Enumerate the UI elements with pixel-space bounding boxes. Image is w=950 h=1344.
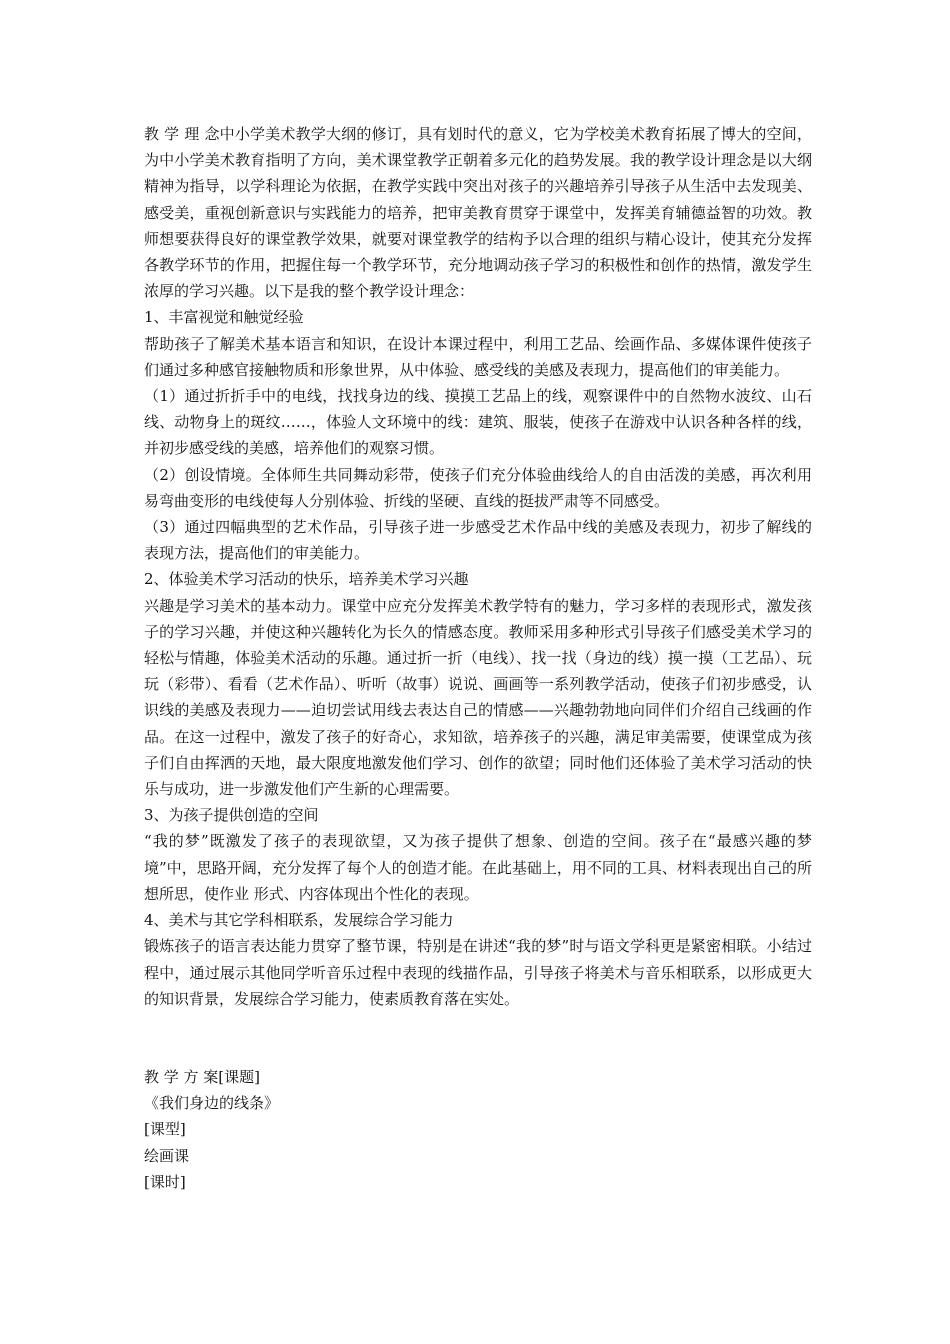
section-3-heading: 3、为孩子提供创造的空间 [144, 806, 319, 825]
document-page [144, 121, 812, 1195]
section-1-item-1: （1）通过折折手中的电线，找找身边的线、摸摸工艺品上的线，观察课件中的自然物水波纹、山石线、动物身上的斑纹……，体验人文环境中的线：建筑、服装，使孩子在游戏中认识各种各样的线，并初步感受线的美感，培养他们的观察习惯。 [144, 387, 812, 458]
plan-topic: 《我们身边的线条》 [144, 1094, 280, 1113]
section-1-item-2: （2）创设情境。全体师生共同舞动彩带，使孩子们充分体验曲线给人的自由活泼的美感，再次利用易弯曲变形的电线使每人分别体验、折线的坚硬、直线的挺拔严肃等不同感受。 [144, 465, 812, 510]
spacer [144, 1012, 812, 1064]
section-3-body: “我的梦”既激发了孩子的表现欲望，又为孩子提供了想象、创造的空间。孩子在“最感兴趣的梦境”中，思路开阔，充分发挥了每个人的创造才能。在此基础上，用不同的工具、材料表现出自己的所想所思，使作业 形式、内容体现出个性化的表现。 [144, 832, 812, 903]
section-1-body: 帮助孩子了解美术基本语言和知识，在设计本课过程中，利用工艺品、绘画作品、多媒体课件使孩子们通过多种感官接触物质和形象世界，从中体验、感受线的美感及表现力，提高他们的审美能力。 [144, 334, 812, 379]
section-2-heading: 2、体验美术学习活动的快乐，培养美术学习兴趣 [144, 570, 469, 589]
intro-paragraph: 教 学 理 念中小学美术教学大纲的修订，具有划时代的意义，它为学校美术教育拓展了博大的空间，为中小学美术教育指明了方向，美术课堂教学正朝着多元化的趋势发展。我的教学设计理念是以大纲精神为指导，以学科理论为依据，在教学实践中突出对孩子的兴趣培养引导孩子从生活中去发现美、感受美，重视创新意识与实践能力的培养，把审美教育贯穿于课堂中，发挥美育辅德益智的功效。教师想要获得良好的课堂教学效果，就要对课堂教学的结构予以合理的组织与精心设计，使其充分发挥各教学环节的作用，把握住每一个教学环节，充分地调动孩子学习的积极性和创作的热情，激发学生浓厚的学习兴趣。以下是我的整个教学设计理念： [144, 125, 812, 301]
lesson-plan [144, 1064, 812, 1195]
section-4-heading: 4、美术与其它学科相联系，发展综合学习能力 [144, 911, 454, 930]
plan-type-value: 绘画课 [144, 1146, 190, 1165]
plan-hours-label: [课时] [144, 1172, 186, 1191]
section-1-heading: 1、丰富视觉和触觉经验 [144, 308, 304, 327]
plan-type-label: [课型] [144, 1120, 186, 1139]
section-2-body: 兴趣是学习美术的基本动力。课堂中应充分发挥美术教学特有的魅力，学习多样的表现形式，激发孩子的学习兴趣，并使这种兴趣转化为长久的情感态度。教师采用多种形式引导孩子们感受美术学习的轻松与情趣，体验美术活动的乐趣。通过折一折（电线）、找一找（身边的线）摸一摸（工艺品）、玩玩（彩带）、看看（艺术作品）、听听（故事）说说、画画等一系列教学活动，使孩子们初步感受，认识线的美感及表现力——迫切尝试用线去表达自己的情感——兴趣勃勃地向同伴们介绍自己线画的作品。在这一过程中，激发了孩子的好奇心，求知欲，培养孩子的兴趣，满足审美需要，使课堂成为孩子们自由挥洒的天地，最大限度地激发他们学习、创作的欲望；同时他们还体验了美术学习活动的快乐与成功，进一步激发他们产生新的心理需要。 [144, 596, 812, 799]
section-1-item-3: （3）通过四幅典型的艺术作品，引导孩子进一步感受艺术作品中线的美感及表现力，初步了解线的表现方法，提高他们的审美能力。 [144, 518, 812, 563]
plan-title: 教 学 方 案[课题] [144, 1067, 261, 1086]
section-4-body: 锻炼孩子的语言表达能力贯穿了整节课，特别是在讲述“我的梦”时与语文学科更是紧密相联。小结过程中，通过展示其他同学听音乐过程中表现的线描作品，引导孩子将美术与音乐相联系，以形成更大的知识背景，发展综合学习能力，使素质教育落在实处。 [144, 937, 812, 1008]
